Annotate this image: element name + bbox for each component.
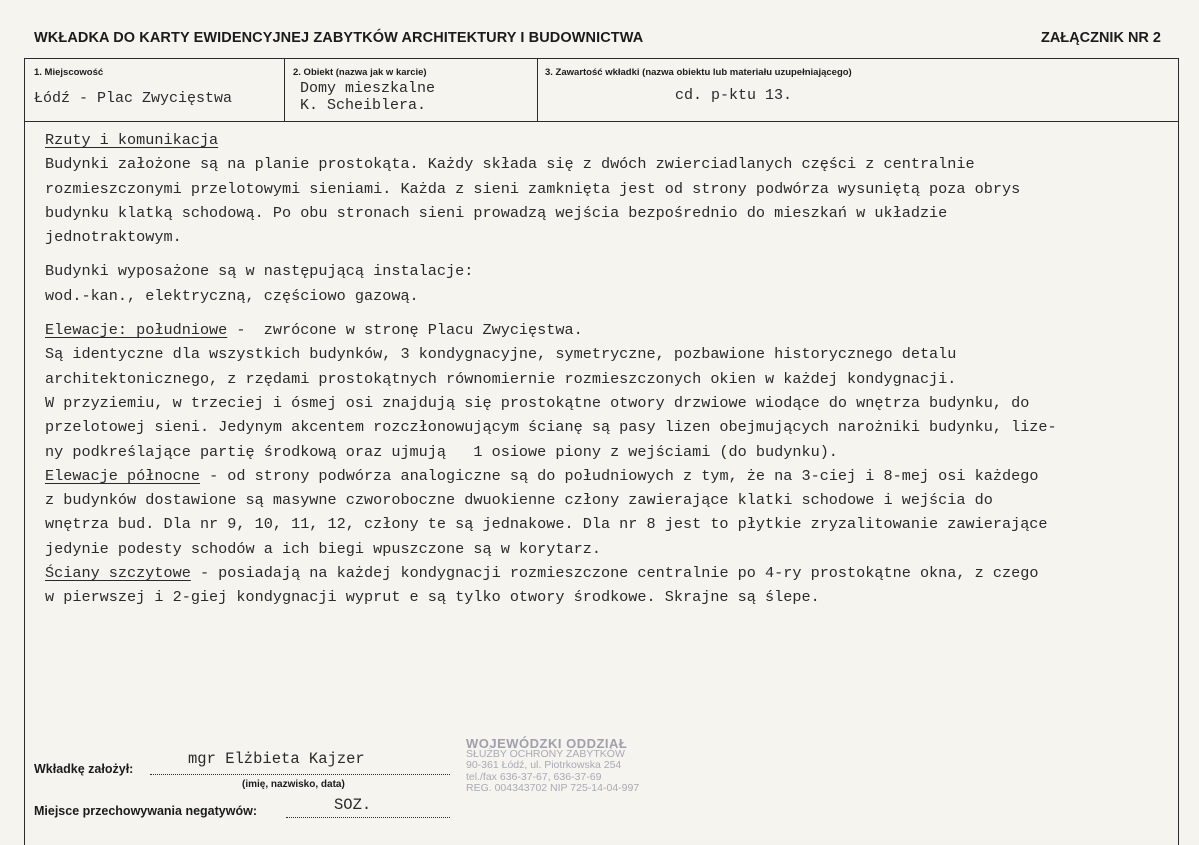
text-line: jednotraktowym. xyxy=(45,228,182,247)
heading-south-facades: Elewacje: południowe xyxy=(45,321,228,340)
heading-south-rest: - zwrócone w stronę Placu Zwycięstwa. xyxy=(227,321,583,340)
heading-plans: Rzuty i komunikacja xyxy=(45,131,219,149)
text-line: przelotowej sieni. Jedynym akcentem rozczłonowującym ścianę są pasy lizen obejmujących narożniki budynku, lize- xyxy=(45,418,1057,437)
locality-label: 1. Miejscowość xyxy=(34,67,104,78)
text-line: z budynków dostawione są masywne czworoboczne dwuokienne człony zawierające klatki schodowe i wejścia do xyxy=(45,491,993,510)
text-line: Budynki założone są na planie prostokąta. Każdy składa się z dwóch zwierciadlanych części z centralnie xyxy=(45,155,975,174)
object-label: 2. Obiekt (nazwa jak w karcie) xyxy=(293,67,427,78)
heading-gable-walls: Ściany szczytowe xyxy=(45,564,191,583)
stamp-line: REG. 004343702 NIP 725-14-04-997 xyxy=(466,781,640,794)
content-value: cd. p-ktu 13. xyxy=(675,87,793,104)
office-stamp xyxy=(466,738,666,794)
text-line: rozmieszczonymi przelotowymi sieniami. Każda z sieni zamknięta jest od strony podwórza wysuniętą poza obrys xyxy=(45,179,1021,198)
heading-north-rest: - od strony podwórza analogiczne są do południowych z tym, że na 3-ciej i 8-mej osi każdego xyxy=(199,466,1039,485)
text-line: w pierwszej i 2-giej kondygnacji wyprut e są tylko otwory środkowe. Skrajne są ślepe. xyxy=(45,588,820,607)
negatives-line xyxy=(286,817,450,818)
locality-value: Łódź - Plac Zwycięstwa xyxy=(34,90,233,107)
object-value-line1: Domy mieszkalne xyxy=(300,80,436,97)
stamp-line: tel./fax 636-37-67, 636-37-69 xyxy=(466,770,602,783)
negatives-label: Miejsce przechowywania negatywów: xyxy=(34,804,257,818)
text-line: architektonicznego, z rzędami prostokątnych równomiernie rozmieszczonych okien w każdej kondygnacji. xyxy=(45,369,957,388)
stamp-line: SŁUŻBY OCHRONY ZABYTKÓW xyxy=(466,748,625,761)
text-line: Są identyczne dla wszystkich budynków, 3 kondygnacyjne, symetryczne, pozbawione historycznego detalu xyxy=(45,345,957,364)
negatives-value: SOZ. xyxy=(334,796,372,814)
attachment-number: ZAŁĄCZNIK NR 2 xyxy=(1040,30,1161,46)
author-hint: (imię, nazwisko, data) xyxy=(242,779,345,790)
object-value-line2: K. Scheiblera. xyxy=(300,97,427,114)
text-line: Budynki wyposażone są w następującą instalacje: xyxy=(45,262,474,281)
text-line: jedynie podesty schodów a ich biegi wpuszczone są w korytarz. xyxy=(45,539,601,558)
content-label: 3. Zawartość wkładki (nazwa obiektu lub materiału uzupełniającego) xyxy=(545,67,852,78)
text-line: budynku klatką schodową. Po obu stronach sieni prowadzą wejścia bezpośrednio do mieszkań w układzie xyxy=(45,203,948,222)
author-line xyxy=(150,774,450,775)
field-divider-2 xyxy=(537,58,538,122)
text-line: wnętrza bud. Dla nr 9, 10, 11, 12, człony te są jednakowe. Dla nr 8 jest to płytkie zryzalitowanie zawierające xyxy=(45,515,1048,534)
fields-divider xyxy=(24,121,1179,122)
stamp-line: WOJEWÓDZKI ODDZIAŁ xyxy=(466,736,628,751)
typed-description xyxy=(45,128,1185,610)
heading-gable-rest: - posiadają na każdej kondygnacji rozmieszczone centralnie po 4-ry prostokątne okna, z czego xyxy=(190,564,1039,583)
text-line: W przyziemiu, w trzeciej i ósmej osi znajdują się prostokątne otwory drzwiowe wiodące do wnętrza budynku, do xyxy=(45,393,1030,412)
author-label: Wkładkę założył: xyxy=(34,762,134,776)
text-line: wod.-kan., elektryczną, częściowo gazową. xyxy=(45,286,419,305)
stamp-line: 90-361 Łódź, ul. Piotrkowska 254 xyxy=(466,759,622,772)
text-line: ny podkreślające partię środkową oraz ujmują 1 osiowe piony z wejściami (do budynku). xyxy=(45,442,838,461)
heading-north-facades: Elewacje północne xyxy=(45,466,200,485)
field-divider-1 xyxy=(284,58,285,122)
author-value: mgr Elżbieta Kajzer xyxy=(188,750,365,768)
card-title: WKŁADKA DO KARTY EWIDENCYJNEJ ZABYTKÓW ARCHITEKTURY I BUDOWNICTWA xyxy=(34,30,644,46)
